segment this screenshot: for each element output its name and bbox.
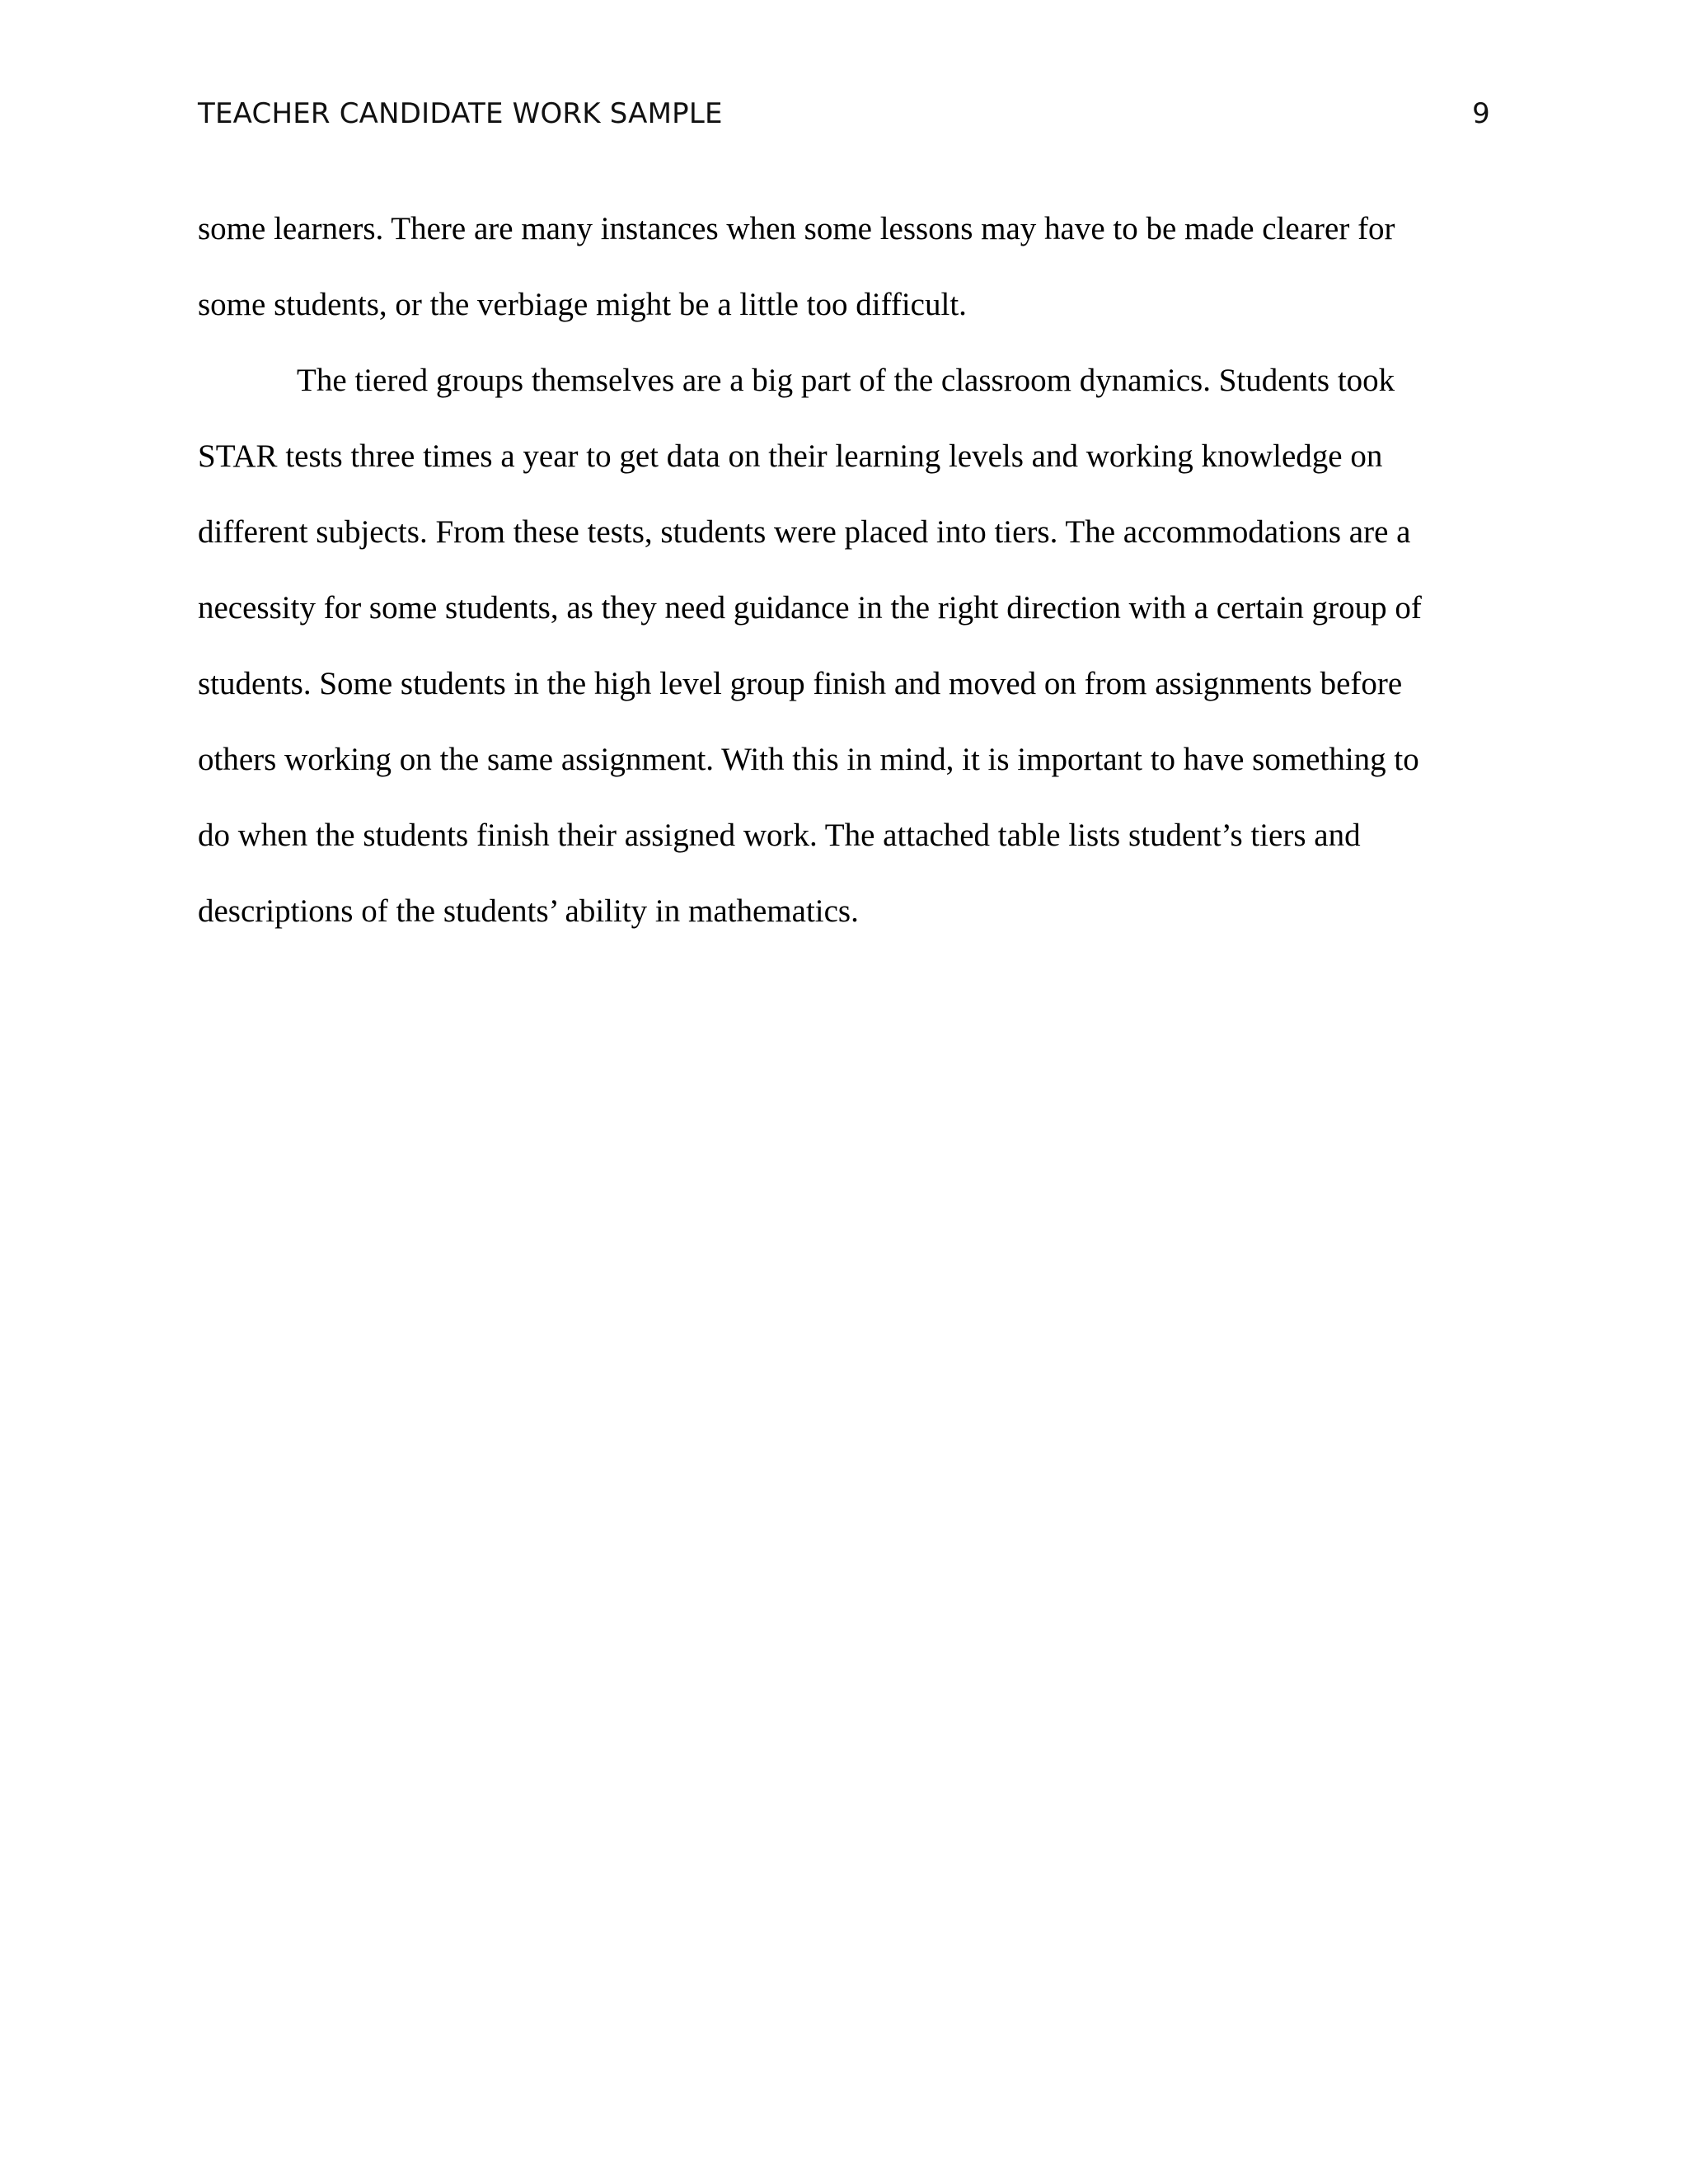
running-head: TEACHER CANDIDATE WORK SAMPLE <box>198 97 723 130</box>
text-line: different subjects. From these tests, students were placed into tiers. The accommodations are a <box>198 514 1411 550</box>
text-line: some students, or the verbiage might be a little too difficult. <box>198 287 967 322</box>
text-line: necessity for some students, as they need guidance in the right direction with a certain group of <box>198 590 1422 626</box>
paragraph <box>198 191 1500 343</box>
page-number: 9 <box>1472 97 1490 130</box>
text-line: others working on the same assignment. With this in mind, it is important to have something to <box>198 742 1419 777</box>
text-line: STAR tests three times a year to get data on their learning levels and working knowledge on <box>198 438 1383 474</box>
text-line: The tiered groups themselves are a big part of the classroom dynamics. Students took <box>297 363 1395 398</box>
paragraph <box>198 343 1500 949</box>
body-text <box>198 191 1500 949</box>
text-line: students. Some students in the high level group finish and moved on from assignments before <box>198 666 1403 701</box>
page-header <box>198 97 1490 147</box>
text-line: descriptions of the students’ ability in mathematics. <box>198 893 859 929</box>
text-line: some learners. There are many instances when some lessons may have to be made clearer for <box>198 211 1395 246</box>
text-line: do when the students finish their assigned work. The attached table lists student’s tiers and <box>198 818 1361 853</box>
